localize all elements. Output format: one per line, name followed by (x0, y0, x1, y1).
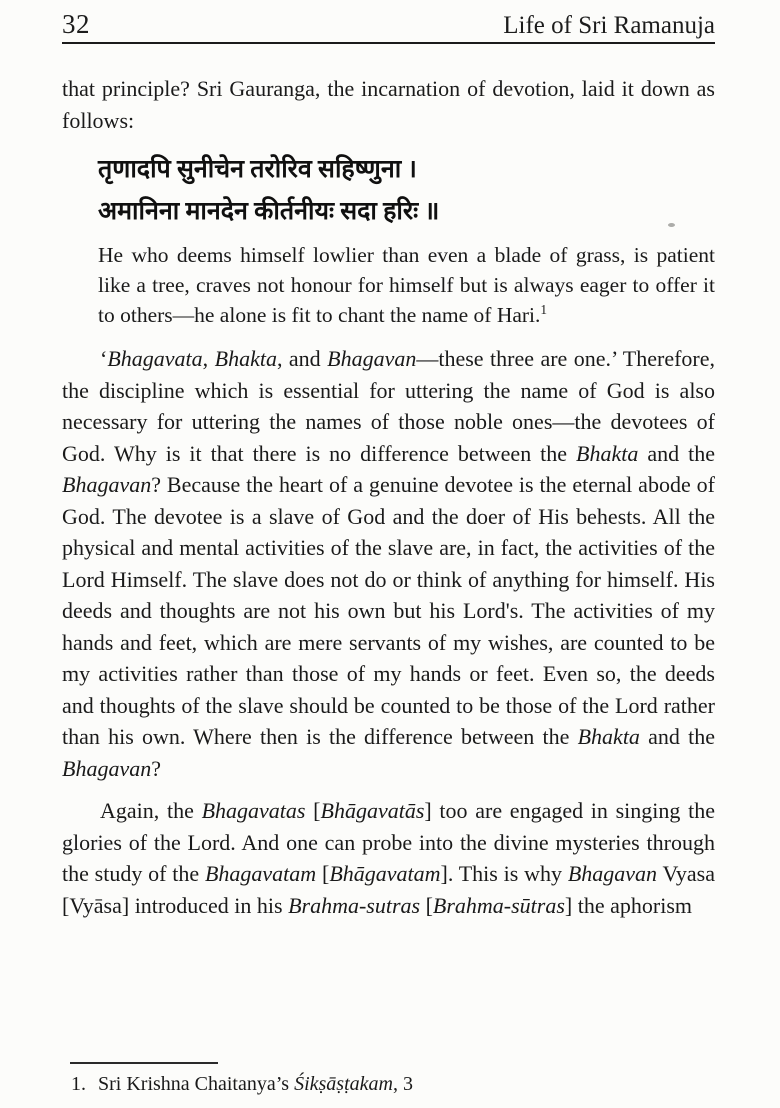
paragraph-bhagavatas: Again, the Bhagavatas [Bhāgavatās] too are engaged in singing the glories of the Lord. And one can probe into the divine mysteries through the study of the Bhagavatam [Bhāgavatam]. This is why Bhagavan Vyasa [Vyāsa] introduced in his Brahma-sutras [Brahma-sūtras] the aphorism (62, 798, 715, 918)
running-title: Life of Sri Ramanuja (503, 12, 715, 39)
verse-line-1: तृणादपि सुनीचेन तरोरिव सहिष्णुना । (98, 156, 417, 183)
page-content (62, 0, 715, 921)
verse-translation: He who deems himself lowlier than even a blade of grass, is patient like a tree, craves not honour for himself but is always eager to offer it to others—he alone is fit to chant the name of Hari.$^1$ (98, 243, 715, 327)
footnote-rule (70, 1062, 218, 1064)
verse-line-2: अमानिना मानदेन कीर्तनीयः सदा हरिः ॥ (98, 198, 440, 225)
footnote (62, 1071, 715, 1097)
paragraph-intro: that principle? Sri Gauranga, the incarnation of devotion, laid it down as follows: (62, 76, 715, 133)
sanskrit-verse (98, 149, 715, 233)
page-number: 32 (62, 9, 90, 39)
page-header (62, 0, 715, 44)
footnote-area (62, 1062, 715, 1097)
paragraph-bhagavata-bhakta: ‘Bhagavata, Bhakta, and Bhagavan—these three are one.’ Therefore, the discipline which is essential for uttering the name of God is also necessary for uttering the names of those noble ones—the devotees of God. Why is it that there is no difference between the Bhakta and the Bhagavan? Because the heart of a genuine devotee is the eternal abode of God. The devotee is a slave of God and the doer of His behests. All the physical and mental activities of the slave are, in fact, the activities of the Lord Himself. The slave does not do or think of anything for himself. His deeds and thoughts are not his own but his Lord's. The activities of my hands and feet, which are mere servants of my wishes, are counted to be my activities rather than those of my hands or feet. Even so, the deeds and thoughts of the slave should be counted to be those of the Lord rather than his own. Where then is the difference between the Bhakta and the Bhagavan? (62, 346, 716, 781)
footnote-number: 1. (71, 1073, 86, 1095)
footnote-text: Sri Krishna Chaitanya’s Śikṣāṣṭakam, 3 (98, 1073, 413, 1095)
scan-smudge-artifact (668, 223, 675, 227)
